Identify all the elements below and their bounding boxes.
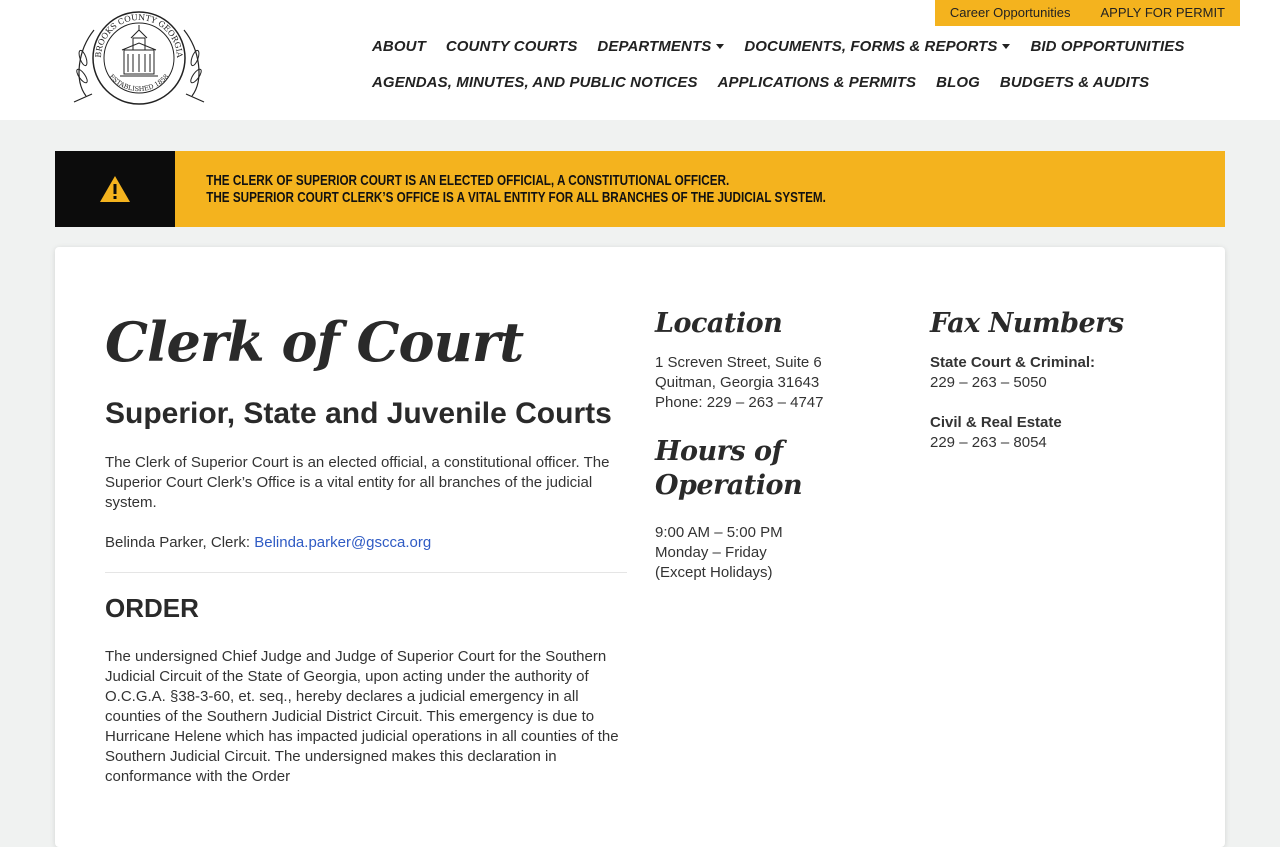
alert-line-1: THE CLERK OF SUPERIOR COURT IS AN ELECTED OFFICIAL, A CONSTITUTIONAL OFFICER. <box>206 172 730 189</box>
location-hours-column <box>655 307 915 583</box>
nav-item-departments[interactable]: DEPARTMENTS <box>597 38 724 55</box>
nav-item-documents-forms-reports[interactable]: DOCUMENTS, FORMS & REPORTS <box>744 38 1010 55</box>
fax-label-state-court: State Court & Criminal: <box>930 354 1096 371</box>
fax-label-civil: Civil & Real Estate <box>930 414 1062 431</box>
alert-message <box>175 151 826 227</box>
fax-number-civil: 229 – 263 – 8054 <box>930 434 1047 451</box>
main-nav <box>372 28 1232 100</box>
nav-item-bid-opportunities[interactable]: BID OPPORTUNITIES <box>1030 37 1185 55</box>
caret-down-icon <box>1002 44 1010 49</box>
page-subtitle: Superior, State and Juvenile Courts <box>105 397 612 430</box>
address-line-2: Quitman, Georgia 31643 <box>655 374 820 391</box>
nav-item-blog[interactable]: BLOG <box>936 73 980 91</box>
hours-time: 9:00 AM – 5:00 PM <box>655 524 783 541</box>
main-column <box>105 307 627 787</box>
nav-item-about[interactable]: ABOUT <box>372 37 426 55</box>
intro-paragraph: The Clerk of Superior Court is an elected official, a constitutional officer. The Superior Court Clerk’s Office is a vital entity for all branches of the judicial system. <box>105 454 610 511</box>
section-divider <box>105 572 627 573</box>
apply-for-permit-button[interactable]: APPLY FOR PERMIT <box>1100 5 1225 20</box>
svg-text:ESTABLISHED 1858: ESTABLISHED 1858 <box>107 72 171 94</box>
alert-icon-box <box>55 151 175 227</box>
warning-icon <box>99 175 131 203</box>
clerk-label: Belinda Parker, Clerk: <box>105 534 255 551</box>
svg-text:BROOKS COUNTY GEORGIA: BROOKS COUNTY GEORGIA <box>93 12 185 59</box>
order-heading: ORDER <box>105 593 199 623</box>
county-seal-logo[interactable] <box>72 10 206 110</box>
hours-heading: Hours of Operation <box>655 436 803 501</box>
order-paragraph: The undersigned Chief Judge and Judge of Superior Court for the Southern Judicial Circuit of the State of Georgia, upon acting under the authority of O.C.G.A. §38-3-60, et. seq., hereby declares a judicial emergency in all counties of the Southern Judicial District Circuit. This emergency is due to Hurricane Helene which has impacted judicial operations in all counties of the Southern Judicial Circuit. The undersigned makes this declaration in conformance with the Order <box>105 648 619 785</box>
content-card <box>55 247 1225 847</box>
clerk-contact <box>105 533 627 553</box>
location-heading: Location <box>655 308 783 339</box>
alert-banner <box>55 151 1225 227</box>
clerk-email-link[interactable]: Belinda.parker@gscca.org <box>254 534 432 551</box>
hours-days: Monday – Friday <box>655 544 767 561</box>
nav-item-county-courts[interactable]: COUNTY COURTS <box>445 37 578 55</box>
nav-item-budgets-audits[interactable]: BUDGETS & AUDITS <box>999 73 1150 91</box>
site-header <box>0 0 1280 120</box>
fax-column <box>930 307 1190 453</box>
fax-heading: Fax Numbers <box>930 308 1124 339</box>
top-action-bar <box>935 0 1240 26</box>
nav-item-applications-permits[interactable]: APPLICATIONS & PERMITS <box>717 73 917 91</box>
nav-row-2 <box>372 64 1232 100</box>
fax-number-state-court: 229 – 263 – 5050 <box>930 374 1047 391</box>
career-opportunities-button[interactable]: Career Opportunities <box>949 5 1071 20</box>
nav-row-1 <box>372 28 1232 64</box>
hours-note: (Except Holidays) <box>655 564 773 581</box>
address-line-1: 1 Screven Street, Suite 6 <box>655 354 822 371</box>
phone-line: Phone: 229 – 263 – 4747 <box>655 394 824 411</box>
alert-line-2: THE SUPERIOR COURT CLERK’S OFFICE IS A VITAL ENTITY FOR ALL BRANCHES OF THE JUDICIAL SYSTEM. <box>206 189 826 206</box>
page-title: Clerk of Court <box>105 310 524 374</box>
caret-down-icon <box>716 44 724 49</box>
nav-item-agendas[interactable]: AGENDAS, MINUTES, AND PUBLIC NOTICES <box>372 73 698 91</box>
